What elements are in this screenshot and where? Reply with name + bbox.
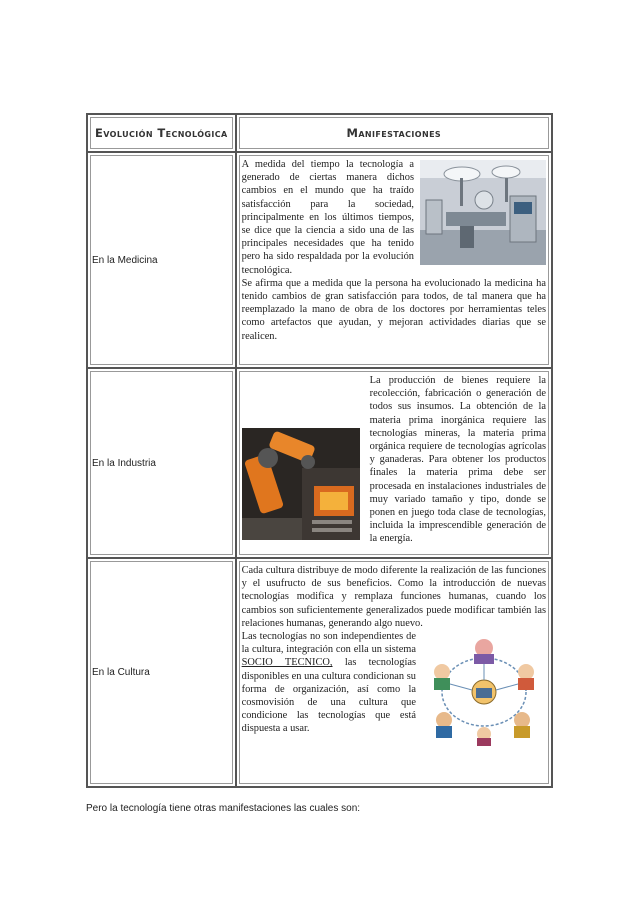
row-desc-medicina: [236, 152, 552, 368]
row-label-cultura: En la Cultura: [87, 558, 236, 787]
cultura-text-b-pre: Las tecnologías no son independientes de la cultura, integración con ella un sistema: [241, 631, 416, 656]
row-desc-industria: [236, 368, 552, 558]
industria-text-a: La producción de bienes requiere la recolección, fabricación o generación de todos sus insumos. La obtención de la materia prima inorgánica requiere las tecnologías mineras, la materia prima orgánica requiere de tecnologías agrícolas y ganaderas. Para obtener los productos finales la materia prima debe ser procesada en instalaciones industriales de muy variado tamaño y tipo, donde se ponen en juego toda clase de tecnologías, incluida la imprescendible generación de la energía.: [369, 375, 546, 545]
cultura-text-b-post: las tecnologías disponibles en una cultura condicionan su forma de organización, así como la cosmovisión de una cultura que condicione las tecnologías que está dispuesta a usar.: [241, 657, 416, 735]
sociotechnical-illustration: [422, 634, 546, 746]
cultura-text-b-underlined: SOCIO TECNICO,: [241, 657, 333, 669]
operating-room-image: [420, 160, 546, 265]
header-evolucion: [87, 114, 236, 152]
header-evolucion-text: Evolución Tecnológica: [94, 126, 228, 140]
medicina-text-b: Se afirma que a medida que la persona ha evolucionado la medicina ha tenido cambios de gran satisfacción para todos, de tal manera que ha reemplazado la mano de obra de los doctores por herramientas teles como artefactos que ayudan, y mejoran actividades diarias que se realicen.: [241, 277, 546, 342]
row-desc-cultura: [236, 558, 552, 787]
table-row: [87, 152, 552, 368]
footer-paragraph: Pero la tecnología tiene otras manifestaciones las cuales son:: [86, 803, 361, 814]
industrial-robot-image: [242, 428, 360, 540]
table-row: [87, 558, 552, 787]
cultura-text-a: Cada cultura distribuye de modo diferente la realización de las funciones y el usufructo de sus beneficios. Como la introducción de nuevas tecnologías modifica y remplaza funciones humanas, cuando los cambios son suficientemente generalizados puede modificar también las relaciones humanas, generando algo nuevo.: [241, 565, 546, 629]
row-label-medicina: En la Medicina: [87, 152, 236, 368]
medicina-text-a: A medida del tiempo la tecnología a generado de ciertas manera dichos cambios en el mundo que ha traído satisfacción para la sociedad, principalmente en los últimos tiempos, se dice que la ciencia a sido una de las principales necesidades que ha tenido pero ha sido respaldada por la evolución tecnológica.: [241, 159, 414, 276]
header-manifestaciones: [236, 114, 552, 152]
table-row: [87, 368, 552, 558]
header-manifestaciones-text: Manifestaciones: [346, 126, 442, 140]
table-header-row: [87, 114, 552, 152]
row-label-industria: En la Industria: [87, 368, 236, 558]
evolution-table: [86, 113, 553, 788]
